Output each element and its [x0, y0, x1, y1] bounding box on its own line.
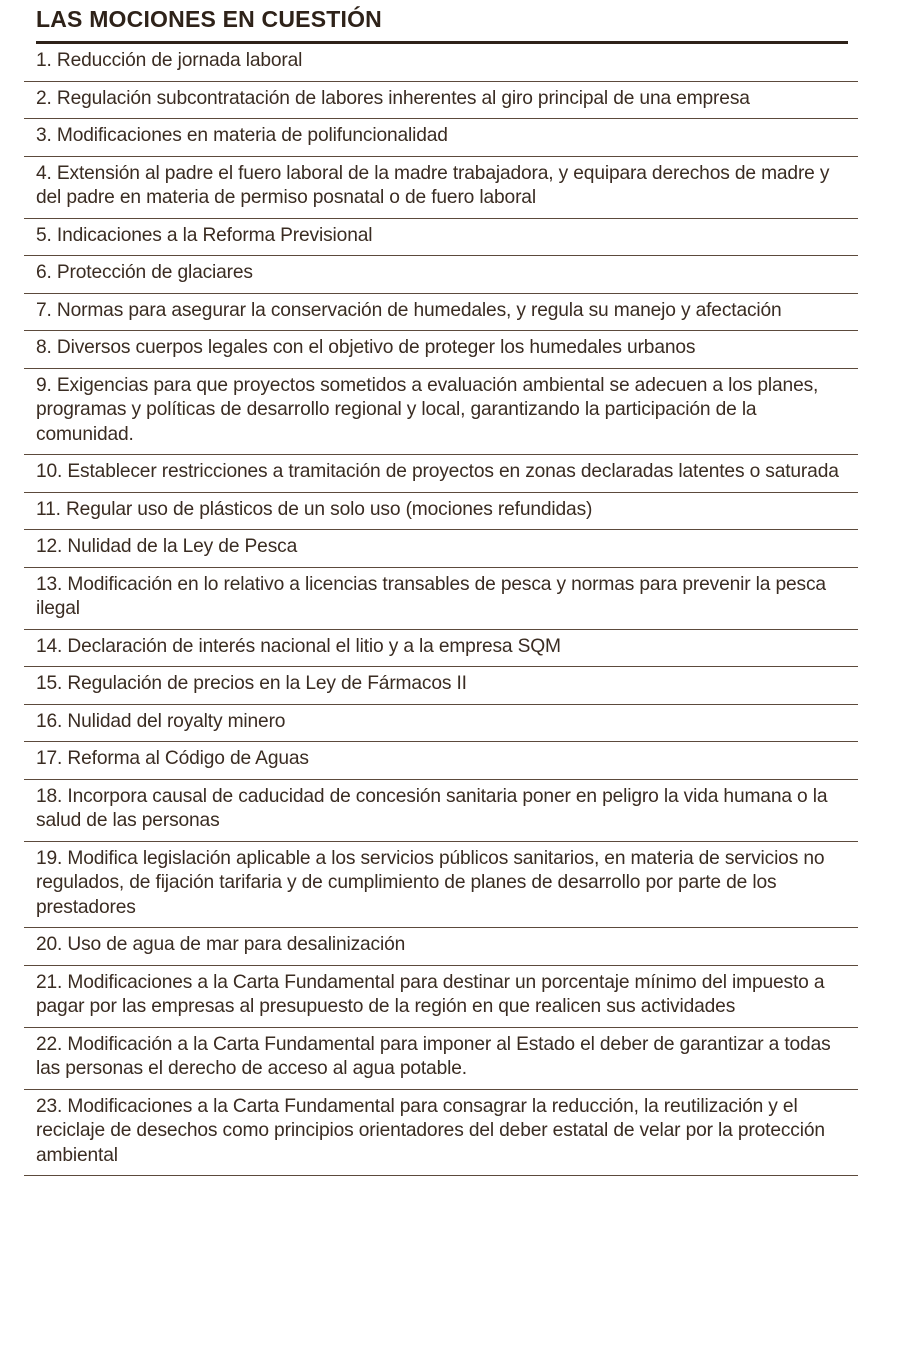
- list-item: 15. Regulación de precios en la Ley de Fármacos II: [24, 667, 858, 705]
- list-item: 2. Regulación subcontratación de labores inherentes al giro principal de una empresa: [24, 82, 858, 120]
- list-item: 21. Modificaciones a la Carta Fundamental para destinar un porcentaje mínimo del impuesto a pagar por las empresas al presupuesto de la región en que realicen sus actividades: [24, 966, 858, 1028]
- list-item: 4. Extensión al padre el fuero laboral de la madre trabajadora, y equipara derechos de madre y del padre en materia de permiso posnatal o de fuero laboral: [24, 157, 858, 219]
- list-item: 22. Modificación a la Carta Fundamental para imponer al Estado el deber de garantizar a todas las personas el derecho de acceso al agua potable.: [24, 1028, 858, 1090]
- list-item: 23. Modificaciones a la Carta Fundamental para consagrar la reducción, la reutilización y el reciclaje de desechos como principios orientadores del deber estatal de velar por la protección ambiental: [24, 1090, 858, 1177]
- list-item: 5. Indicaciones a la Reforma Previsional: [24, 219, 858, 257]
- list-item: 1. Reducción de jornada laboral: [24, 44, 858, 82]
- list-item: 10. Establecer restricciones a tramitación de proyectos en zonas declaradas latentes o saturada: [24, 455, 858, 493]
- list-item: 6. Protección de glaciares: [24, 256, 858, 294]
- list-item: 12. Nulidad de la Ley de Pesca: [24, 530, 858, 568]
- list-item: 20. Uso de agua de mar para desalinización: [24, 928, 858, 966]
- list-item: 19. Modifica legislación aplicable a los servicios públicos sanitarios, en materia de servicios no regulados, de fijación tarifaria y de cumplimiento de planes de desarrollo por parte de los prestadores: [24, 842, 858, 929]
- list-item: 3. Modificaciones en materia de polifuncionalidad: [24, 119, 858, 157]
- list-item: 16. Nulidad del royalty minero: [24, 705, 858, 743]
- page-title: LAS MOCIONES EN CUESTIÓN: [36, 6, 382, 32]
- list-item: 11. Regular uso de plásticos de un solo uso (mociones refundidas): [24, 493, 858, 531]
- list-item: 7. Normas para asegurar la conservación de humedales, y regula su manejo y afectación: [24, 294, 858, 332]
- mociones-panel: [24, 0, 858, 1176]
- list-item: 18. Incorpora causal de caducidad de concesión sanitaria poner en peligro la vida humana o la salud de las personas: [24, 780, 858, 842]
- list-item: 9. Exigencias para que proyectos sometidos a evaluación ambiental se adecuen a los planes, programas y políticas de desarrollo regional y local, garantizando la participación de la comunidad.: [24, 369, 858, 456]
- list-item: 13. Modificación en lo relativo a licencias transables de pesca y normas para prevenir la pesca ilegal: [24, 568, 858, 630]
- list-item: 8. Diversos cuerpos legales con el objetivo de proteger los humedales urbanos: [24, 331, 858, 369]
- list-item: 14. Declaración de interés nacional el litio y a la empresa SQM: [24, 630, 858, 668]
- list-item: 17. Reforma al Código de Aguas: [24, 742, 858, 780]
- mociones-list: [24, 44, 858, 1176]
